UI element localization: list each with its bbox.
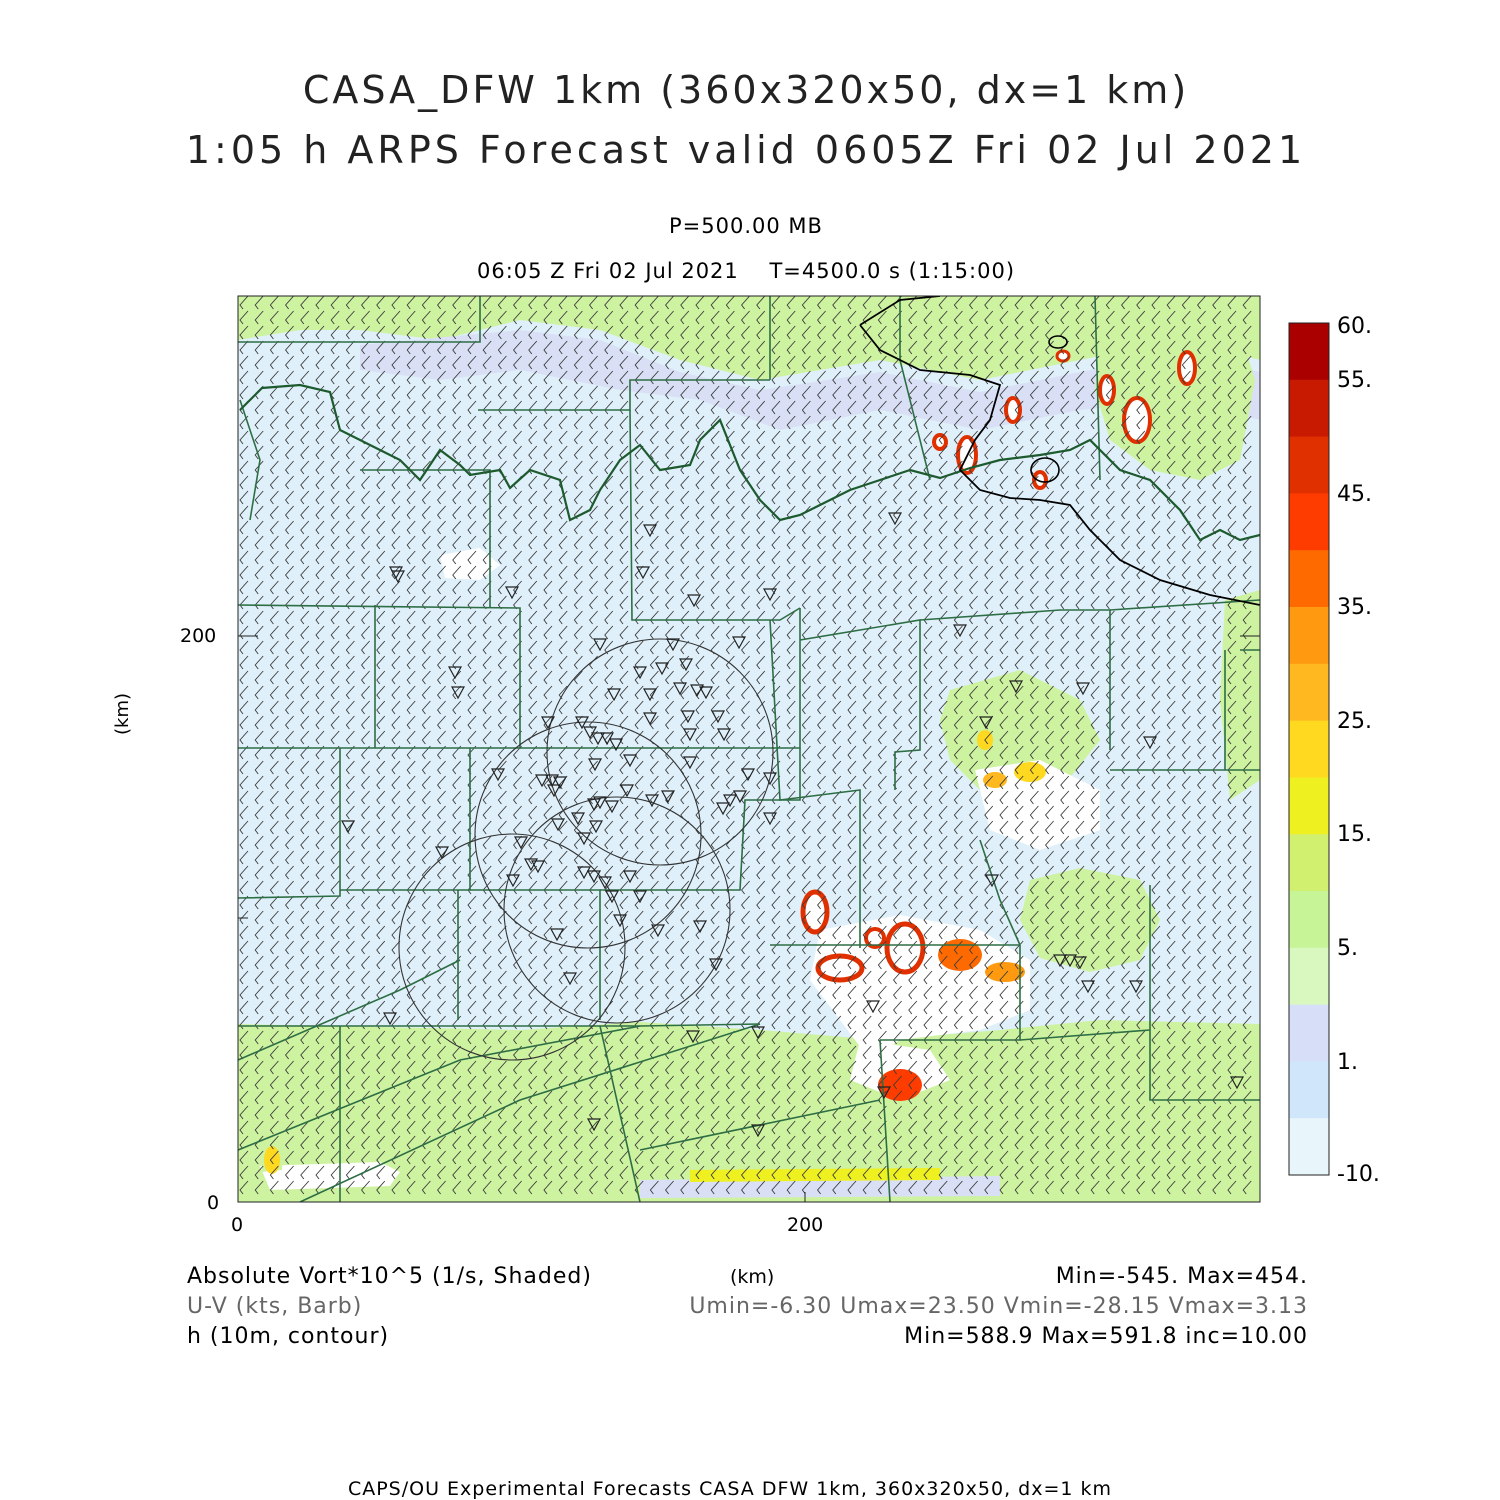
colorbar-label-1: 1.	[1337, 1050, 1358, 1075]
colorbar-label-60: 60.	[1337, 314, 1372, 339]
storm-cell	[887, 924, 923, 972]
green-patch-east	[1020, 868, 1160, 972]
colorbar-label-25: 25.	[1337, 709, 1372, 734]
legend-wind: U-V (kts, Barb)	[187, 1294, 363, 1319]
storm-core	[985, 962, 1025, 982]
y-tick-0: 0	[207, 1192, 220, 1214]
y-tick-200: 200	[180, 625, 217, 647]
yellow-spot-west	[264, 1146, 280, 1174]
colorbar-segment	[1289, 1061, 1329, 1118]
colorbar-segment	[1289, 493, 1329, 550]
colorbar-segment	[1289, 891, 1329, 948]
valid-time: 06:05 Z Fri 02 Jul 2021 T=4500.0 s (1:15:00)	[476, 259, 1016, 283]
colorbar-segment	[1289, 948, 1329, 1005]
colorbar-label-minus10: -10.	[1337, 1162, 1380, 1187]
x-tick-0: 0	[231, 1214, 244, 1236]
storm-cell	[1179, 352, 1195, 384]
storm-cell	[934, 435, 946, 449]
colorbar-segment	[1289, 550, 1329, 607]
x-axis-unit: (km)	[730, 1266, 775, 1288]
legend-vorticity: Absolute Vort*10^5 (1/s, Shaded)	[187, 1264, 592, 1289]
storm-cell	[1124, 398, 1150, 442]
storm-core	[983, 772, 1007, 788]
y-axis-unit: (km)	[112, 692, 133, 735]
colorbar	[1289, 323, 1329, 1176]
colorbar-segment	[1289, 437, 1329, 494]
footer-credit: CAPS/OU Experimental Forecasts CASA DFW 1km, 360x320x50, dx=1 km	[347, 1478, 1113, 1500]
colorbar-segment	[1289, 380, 1329, 437]
forecast-title: 1:05 h ARPS Forecast valid 0605Z Fri 02 Jul 2021	[185, 128, 1307, 172]
legend-height-range: Min=588.9 Max=591.8 inc=10.00	[904, 1324, 1308, 1349]
legend-wind-range: Umin=-6.30 Umax=23.50 Vmin=-28.15 Vmax=3.13	[689, 1294, 1308, 1319]
colorbar-segment	[1289, 664, 1329, 721]
colorbar-label-15: 15.	[1337, 822, 1372, 847]
colorbar-label-55: 55.	[1337, 368, 1372, 393]
colorbar-label-5: 5.	[1337, 936, 1358, 961]
colorbar-segment	[1289, 607, 1329, 664]
main-title: CASA_DFW 1km (360x320x50, dx=1 km)	[302, 68, 1190, 112]
storm-core	[1014, 762, 1046, 782]
pressure-level: P=500.00 MB	[669, 214, 823, 238]
legend-height: h (10m, contour)	[187, 1324, 390, 1349]
storm-cell	[1006, 398, 1020, 422]
storm-cell	[818, 956, 862, 980]
colorbar-label-45: 45.	[1337, 482, 1372, 507]
legend-vorticity-range: Min=-545. Max=454.	[1055, 1264, 1308, 1289]
yellow-strip-bottom	[690, 1168, 940, 1182]
colorbar-segment	[1289, 1118, 1329, 1175]
colorbar-segment	[1289, 323, 1329, 380]
map-area	[238, 296, 1260, 1202]
x-tick-200: 200	[787, 1214, 824, 1236]
colorbar-segment	[1289, 834, 1329, 891]
colorbar-segment	[1289, 777, 1329, 834]
colorbar-segment	[1289, 721, 1329, 778]
colorbar-label-35: 35.	[1337, 595, 1372, 620]
colorbar-segment	[1289, 1005, 1329, 1062]
